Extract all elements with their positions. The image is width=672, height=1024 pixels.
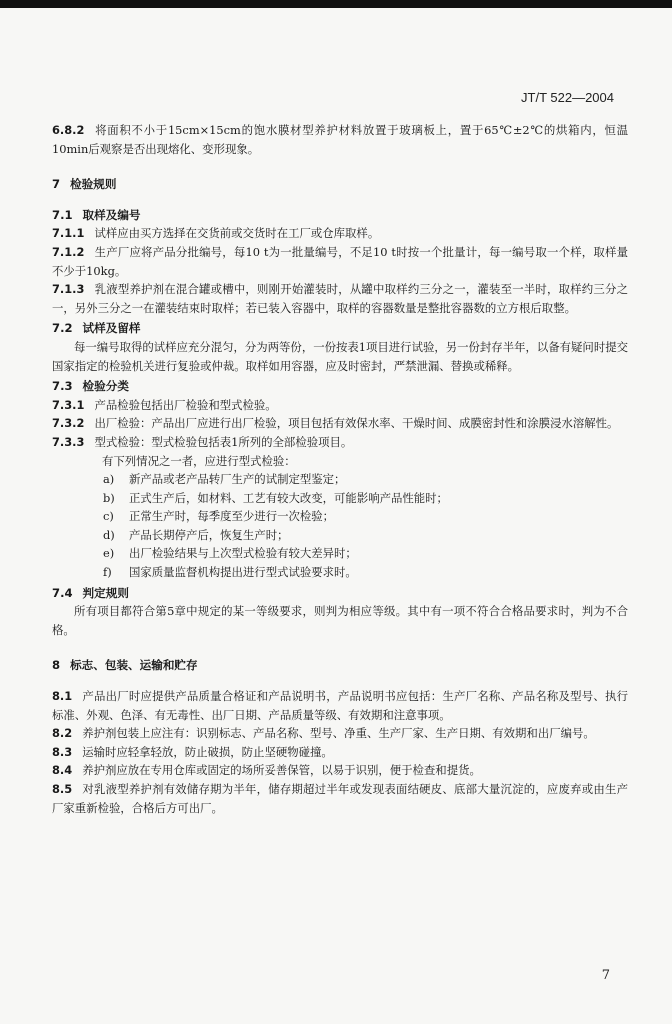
list-item-text: 产品长期停产后，恢复生产时；	[129, 527, 289, 542]
clause-7-1-3	[52, 280, 628, 317]
clause-number: 8.3	[52, 744, 73, 759]
clause-8-1	[52, 687, 628, 724]
clause-7-4-text: 所有项目都符合第5章中规定的某一等级要求，则判为相应等级。其中有一项不符合合格品要求时，判为不合格。	[52, 604, 628, 637]
clause-6-8-2	[52, 121, 628, 158]
section-title: 判定规则	[82, 585, 129, 600]
list-item	[52, 526, 628, 545]
section-number: 7.2	[52, 321, 73, 336]
list-item	[52, 489, 628, 508]
clause-text: 型式检验：型式检验包括表1所列的全部检验项目。	[94, 434, 353, 449]
list-item-text: 国家质量监督机构提出进行型式试验要求时。	[129, 565, 357, 580]
list-item	[52, 507, 628, 526]
clause-text: 出厂检验：产品出厂应进行出厂检验，项目包括有效保水率、干燥时间、成膜密封性和涂膜浸水溶解性。	[94, 416, 619, 431]
section-7-3-heading	[52, 377, 628, 396]
list-item-letter: c)	[103, 509, 114, 524]
clause-text: 试样应由买方选择在交货前或交货时在工厂或仓库取样。	[94, 226, 380, 241]
clause-8-4	[52, 761, 628, 780]
clause-7-1-1	[52, 224, 628, 243]
section-number: 7.4	[52, 585, 73, 600]
section-number: 7	[52, 177, 61, 192]
clause-7-3-3	[52, 433, 628, 452]
clause-text: 养护剂包装上应注有：识别标志、产品名称、型号、净重、生产厂家、生产日期、有效期和出厂编号。	[82, 726, 595, 741]
list-item-letter: e)	[103, 546, 115, 561]
section-title: 试样及留样	[82, 321, 141, 336]
clause-8-5	[52, 780, 628, 817]
scan-top-edge	[0, 0, 672, 8]
clause-number: 7.1.3	[52, 282, 85, 297]
clause-text: 乳液型养护剂在混合罐或槽中，则刚开始灌装时，从罐中取样约三分之一，灌装至一半时，取样约三分之一，另外三分之一在灌装结束时取样；若已装入容器中，取样的容器数量是整批容器数的立方根后取整。	[52, 282, 628, 315]
standard-number: JT/T 522—2004	[521, 90, 614, 105]
section-7-1-heading	[52, 206, 628, 225]
list-item-letter: d)	[103, 527, 115, 542]
section-7-2-heading	[52, 319, 628, 338]
clause-text: 对乳液型养护剂有效储存期为半年，储存期超过半年或发现表面结硬皮、底部大量沉淀的，应废弃或由生产厂家重新检验，合格后方可出厂。	[52, 782, 628, 815]
clause-number: 7.3.1	[52, 397, 85, 412]
section-number: 7.1	[52, 207, 73, 222]
clause-number: 8.2	[52, 726, 73, 741]
clause-text: 将面积不小于15cm×15cm的饱水膜材型养护材料放置于玻璃板上，置于65℃±2℃的烘箱内，恒温10min后观察是否出现熔化、变形现象。	[52, 123, 628, 156]
clause-text: 养护剂应放在专用仓库或固定的场所妥善保管，以易于识别，便于检查和提货。	[82, 763, 481, 778]
list-item-letter: b)	[103, 490, 115, 505]
section-7-4-heading	[52, 584, 628, 603]
list-item-letter: f)	[103, 565, 112, 580]
clause-7-3-2	[52, 414, 628, 433]
clause-8-2	[52, 724, 628, 743]
section-title: 检验分类	[82, 379, 129, 394]
section-title: 标志、包装、运输和贮存	[70, 658, 198, 673]
clause-number: 8.5	[52, 782, 73, 796]
list-item-letter: a)	[103, 472, 115, 487]
clause-text: 产品出厂时应提供产品质量合格证和产品说明书，产品说明书应包括：生产厂名称、产品名称及型号、执行标准、外观、色泽、有无毒性、出厂日期、产品质量等级、有效期和注意事项。	[52, 689, 628, 722]
section-title: 检验规则	[70, 177, 117, 192]
document-body	[52, 121, 628, 817]
clause-text: 生产厂应将产品分批编号，每10 t为一批量编号，不足10 t时按一个批量计，每一编号取一个样，取样量不少于10kg。	[52, 244, 628, 278]
section-number: 7.3	[52, 379, 73, 394]
list-item	[52, 544, 628, 563]
page-number: 7	[601, 968, 610, 983]
clause-number: 7.3.3	[52, 434, 85, 449]
clause-7-2-text: 每一编号取得的试样应充分混匀，分为两等份，一份按表1项目进行试验，另一份封存半年，以备有疑问时提交国家指定的检验机关进行复验或仲裁。取样如用容器，应及时密封，严禁泄漏、替换或稀释。	[52, 339, 628, 373]
section-title: 取样及编号	[82, 207, 141, 222]
list-item-text: 正常生产时，每季度至少进行一次检验；	[129, 509, 335, 524]
section-8-heading	[52, 656, 628, 675]
section-number: 8	[52, 658, 61, 673]
clause-7-3-3-intro: 有下列情况之一者，应进行型式检验：	[102, 453, 296, 468]
list-item-text: 出厂检验结果与上次型式检验有较大差异时；	[129, 546, 357, 561]
section-7-heading	[52, 175, 628, 194]
clause-number: 8.4	[52, 763, 73, 778]
clause-number: 7.1.1	[52, 226, 85, 241]
list-item-text: 新产品或老产品转厂生产的试制定型鉴定；	[129, 472, 346, 487]
list-item	[52, 563, 628, 582]
clause-7-1-2	[52, 243, 628, 280]
list-item-text: 正式生产后，如材料、工艺有较大改变，可能影响产品性能时；	[129, 490, 448, 505]
clause-8-3	[52, 743, 628, 762]
clause-text: 产品检验包括出厂检验和型式检验。	[94, 397, 277, 412]
clause-number: 8.1	[52, 689, 73, 704]
list-item	[52, 470, 628, 489]
clause-text: 运输时应轻拿轻放，防止破损，防止坚硬物碰撞。	[82, 744, 333, 759]
clause-number: 6.8.2	[52, 123, 85, 137]
clause-number: 7.3.2	[52, 416, 85, 431]
clause-number: 7.1.2	[52, 244, 85, 259]
clause-7-3-1	[52, 396, 628, 415]
